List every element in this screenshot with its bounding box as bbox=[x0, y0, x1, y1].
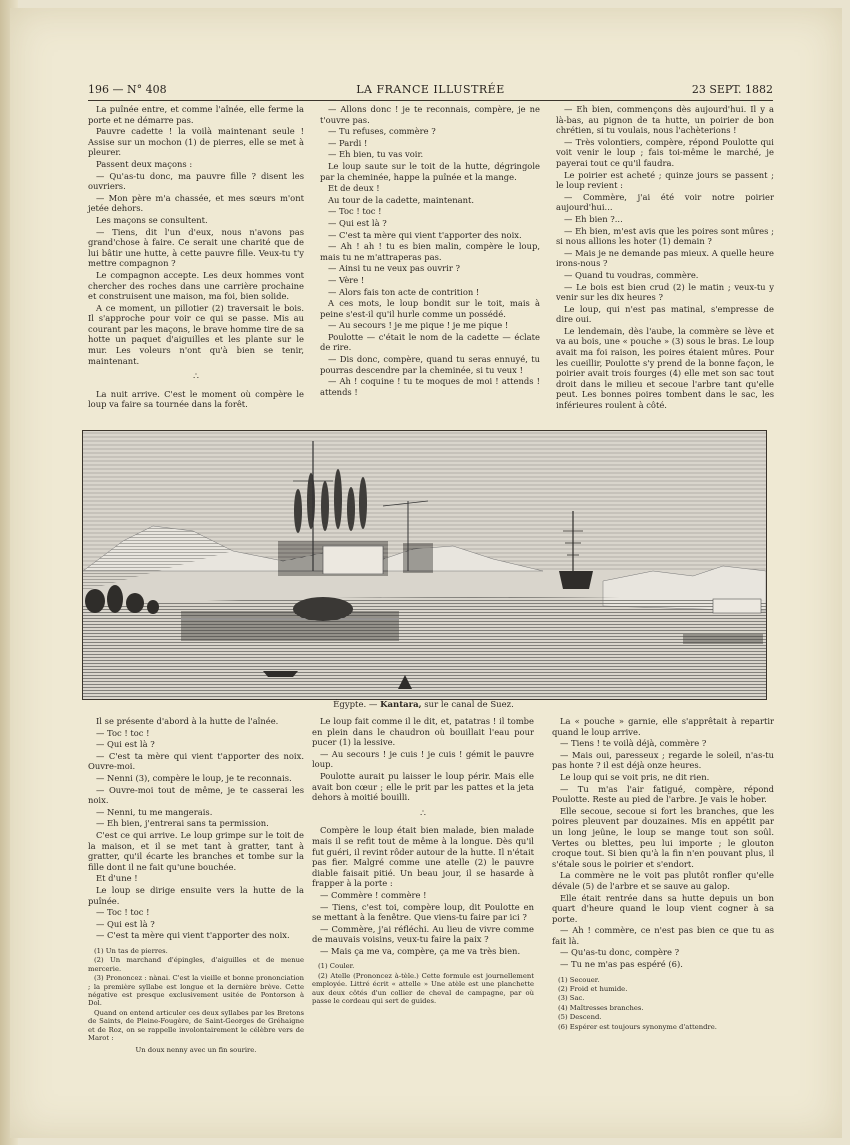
top-col1-item: — Tiens, dit l'un d'eux, nous n'avons pas grand'chose à faire. Ce serait une charité que de lui bâtir une hutte, à cette pauvre fille. Veux-tu t'y mettre compagnon ? bbox=[88, 226, 304, 269]
bottom-column-3-footnotes bbox=[552, 976, 774, 1031]
bottom-col1-notes-item: (3) Prononcez : nànai. C'est la vieille et bonne prononciation ; la première syllabe est longue et la dernière brève. Cette négative est presque exclusivement usitée de Pontorson à Dol. bbox=[88, 974, 304, 1008]
bottom-column-2-paragraphs-b bbox=[312, 825, 534, 956]
top-col1-item: A ce moment, un pillotier (2) traversait le bois. Il s'approche pour voir ce qui se passe. Mis au courant par les maçons, le brave homme tire de sa hotte un paquet d'aiguilles et les plante sur le mur. Les voleurs n'ont qu'à bien se tenir, maintenant. bbox=[88, 302, 304, 366]
top-col2-item: A ces mots, le loup bondit sur le toit, mais à peine s'est-il qu'il hurle comme un possédé. bbox=[320, 298, 540, 319]
right-jetty bbox=[683, 634, 763, 644]
top-col2-item: — Qui est là ? bbox=[328, 217, 387, 228]
bottom-col3-item: Elle secoue, secoue si fort les branches, que les poires pleuvent par douzaines. Mis en appétit par un long jeûne, le loup se mange tout son soûl. Vertes ou blettes, peu lui importe ; le glouton croque tout. Si bien qu'à la fin n'en pouvant plus, il s'étale sous le poirier et s'endort. bbox=[552, 805, 774, 869]
marot-verse: Un doux nenny avec un fin sourire. bbox=[135, 1046, 257, 1055]
top-col3-item: Le poirier est acheté ; quinze jours se passent ; le loup revient : bbox=[556, 169, 774, 191]
top-col2-item: — Dis donc, compère, quand tu seras ennuyé, tu pourras descendre par la cheminée, si tu veux ! bbox=[320, 354, 540, 375]
bottom-col1-item: Et d'une ! bbox=[96, 873, 138, 884]
top-col2-item: Au tour de la cadette, maintenant. bbox=[328, 194, 475, 205]
bottom-col2-notes-item: (1) Couler. bbox=[318, 962, 355, 971]
bottom-col3-item: La commère ne le voit pas plutôt ronfler qu'elle dévale (5) de l'arbre et se sauve au galop. bbox=[552, 870, 774, 891]
top-col3-item: — Eh bien, m'est avis que les poires sont mûres ; si nous allions les hoter (1) demain ? bbox=[556, 225, 774, 247]
bottom-col3-notes-item: (2) Froid et humide. bbox=[558, 985, 628, 994]
bottom-col1-notes-item: Quand on entend articuler ces deux syllabes par les Bretons de Saints, de Pleine-Fougère, de Saint-Georges de Gréhaigne et de Roz, on se rappelle involontairement le célèbre vers de Marot : bbox=[88, 1008, 304, 1042]
caption-prefix: Égypte. — bbox=[333, 700, 378, 710]
bottom-col1-item: C'est ce qui arrive. Le loup grimpe sur le toit de la maison, et il se met tant à gratter, tant à gratter, qu'il écarte les branches et tombe sur la fille dont il ne fait qu'une bouchée. bbox=[88, 829, 304, 872]
bottom-col1-item: — Nenni (3), compère le loup, je te reconnais. bbox=[96, 772, 292, 783]
top-col1-item: Pauvre cadette ! la voilà maintenant seule ! Assise sur un mochon (1) de pierres, elle se met à pleurer. bbox=[88, 126, 304, 158]
bottom-col1-item: — Ouvre-moi tout de même, je te casserai les noix. bbox=[88, 784, 304, 806]
top-column-1 bbox=[88, 104, 304, 411]
bottom-col3-notes-item: (6) Espérer est toujours synonyme d'attendre. bbox=[558, 1022, 717, 1031]
top-col3-item: Le lendemain, dès l'aube, la commère se lève et va au bois, une « pouche » (3) sous le bras. Le loup avait ma foi raison, les poires étaient mûres. Pour les cueillir, Poulotte s'y prend de la bonne façon, le poirier avait trois fourges (4) elle met son sac tout droit dans le milieu et secoue l'arbre tant qu'elle peut. Les bonnes poires tombent dans le sac, les inférieures roulent à côté. bbox=[556, 325, 774, 411]
bottom-column-3-paragraphs bbox=[552, 716, 774, 970]
top-col1-item: — Mon père m'a chassée, et mes sœurs m'ont jetée dehors. bbox=[88, 192, 304, 214]
rowboat bbox=[263, 671, 298, 677]
bottom-col3-item: — Qu'as-tu donc, compère ? bbox=[560, 947, 680, 958]
top-col3-item: — Quand tu voudras, commère. bbox=[564, 269, 699, 280]
bottom-col3-notes-item: (5) Descend. bbox=[558, 1013, 602, 1022]
footnotes-list bbox=[88, 947, 304, 1042]
caption-place: Kantara, bbox=[380, 700, 422, 710]
section-separator: ∴ bbox=[420, 808, 426, 819]
top-col2-item: — Eh bien, tu vas voir. bbox=[328, 149, 424, 160]
bottom-column-3 bbox=[552, 716, 774, 1032]
bottom-col1-item: Le loup se dirige ensuite vers la hutte de la puînée. bbox=[88, 884, 304, 906]
top-column-1-end: La nuit arrive. C'est le moment où compère le loup va faire sa tournée dans la forêt. bbox=[88, 388, 304, 410]
bottom-col2-b-item: Compère le loup était bien malade, bien malade mais il se refit tout de même à la longue. Dès qu'il fut guéri, il revint rôder autour de la hutte. Il n'était pas fier. Malgré comme une atelle (2) le pauvre diable faisait pitié. Un beau jour, il se hasarde à frapper à la porte : bbox=[312, 825, 534, 889]
bottom-col2-b-item: — Mais ça me va, compère, ça me va très bien. bbox=[320, 945, 521, 956]
bottom-col1-notes-item: (2) Un marchand d'épingles, d'aiguilles et de menue mercerie. bbox=[88, 956, 304, 973]
bottom-col2-b-item: — Commère, j'ai réfléchi. Au lieu de vivre comme de mauvais voisins, veux-tu faire la paix ? bbox=[312, 923, 534, 945]
section-separator: ∴ bbox=[193, 372, 199, 383]
top-column-2 bbox=[320, 104, 540, 398]
top-col2-item: — Ah ! coquine ! tu te moques de moi ! attends ! attends ! bbox=[320, 376, 540, 397]
top-col2-item: — Tu refuses, commère ? bbox=[328, 126, 436, 137]
top-col3-item: — Eh bien, commençons dès aujourd'hui. Il y a là-bas, au pignon de ta hutte, un poirier de bon chrétien, si tu voulais, nous l'achèterions ! bbox=[556, 104, 774, 136]
top-col3-item: — Très volontiers, compère, répond Poulotte qui voit venir le loup ; fais toi-même le marché, je payerai tout ce qu'il faudra. bbox=[556, 136, 774, 168]
top-col2-item: Le loup saute sur le toit de la hutte, dégringole par la cheminée, happe la puînée et la mange. bbox=[320, 160, 540, 182]
bottom-col2-b-item: — Tiens, c'est toi, compère loup, dit Poulotte en se mettant à la fenêtre. Que viens-tu faire par ici ? bbox=[312, 901, 534, 923]
top-col2-item: — Allons donc ! je te reconnais, compère, je ne t'ouvre pas. bbox=[320, 104, 540, 125]
top-col2-item: — C'est ta mère qui vient t'apporter des noix. bbox=[328, 229, 522, 240]
bottom-col3-item: — Ah ! commère, ce n'est pas bien ce que tu as fait là. bbox=[552, 925, 774, 946]
bottom-column-1-paragraphs bbox=[88, 716, 304, 941]
bottom-col2-item: — Au secours ! je cuis ! je cuis ! gémit le pauvre loup. bbox=[312, 748, 534, 770]
top-col1-item: Le compagnon accepte. Les deux hommes vont chercher des roches dans une carrière prochaine et construisent une maison, ma foi, bien solide. bbox=[88, 269, 304, 302]
page-number: 196 — N° 408 bbox=[88, 83, 167, 96]
bottom-column-1 bbox=[88, 716, 304, 1056]
top-col1-item: Les maçons se consultent. bbox=[96, 214, 208, 225]
issue-date: 23 SEPT. 1882 bbox=[691, 83, 773, 96]
bottom-col1-item: — Toc ! toc ! bbox=[96, 727, 150, 738]
bottom-col3-item: La « pouche » garnie, elle s'apprêtait à repartir quand le loup arrive. bbox=[552, 716, 774, 737]
top-column-3-paragraphs bbox=[556, 104, 774, 411]
bottom-col1-item: — Qui est là ? bbox=[96, 739, 155, 750]
bottom-column-2-paragraphs bbox=[312, 716, 534, 803]
top-col2-item: — Vère ! bbox=[328, 274, 365, 285]
bottom-col1-item: — Toc ! toc ! bbox=[96, 907, 150, 918]
top-col1-item: — Qu'as-tu donc, ma pauvre fille ? disent les ouvriers. bbox=[88, 170, 304, 192]
top-column-2-paragraphs bbox=[320, 104, 540, 397]
bottom-col2-item: Poulotte aurait pu laisser le loup périr. Mais elle avait bon cœur ; elle le prit par les pattes et la jeta dehors à moitié bouilli. bbox=[312, 770, 534, 803]
bottom-col3-item: — Tu ne m'as pas espéré (6). bbox=[560, 959, 683, 970]
bottom-col3-notes-item: (4) Maîtresses branches. bbox=[558, 1003, 644, 1012]
page-header bbox=[88, 80, 773, 101]
bottom-col3-item: — Tiens ! te voilà déjà, commère ? bbox=[560, 738, 707, 749]
bottom-column-2-footnotes bbox=[312, 962, 534, 1005]
bottom-col2-b-item: — Commère ! commère ! bbox=[320, 889, 427, 900]
top-col2-item: Poulotte — c'était le nom de la cadette — éclate de rire. bbox=[320, 331, 540, 353]
top-col3-item: — Eh bien ?... bbox=[564, 213, 623, 224]
top-col2-item: — Ah ! ah ! tu es bien malin, compère le loup, mais tu ne m'attraperas pas. bbox=[320, 241, 540, 262]
caption-rest: sur le canal de Suez. bbox=[424, 700, 514, 710]
illustration-caption bbox=[82, 700, 765, 710]
journal-title: LA FRANCE ILLUSTRÉE bbox=[356, 83, 505, 96]
top-column-1-paragraphs bbox=[88, 104, 304, 366]
bottom-col3-notes-item: (3) Sac. bbox=[558, 994, 585, 1003]
bottom-col1-item: — C'est ta mère qui vient t'apporter des noix. bbox=[96, 930, 290, 941]
bottom-col1-notes-item: (1) Un tas de pierres. bbox=[94, 946, 168, 955]
bottom-column-2 bbox=[312, 716, 534, 1007]
top-col1-item: La puînée entre, et comme l'aînée, elle ferme la porte et ne démarre pas. bbox=[88, 104, 304, 125]
top-col3-item: Le loup, qui n'est pas matinal, s'empresse de dire oui. bbox=[556, 303, 774, 325]
bottom-col1-item: — Nenni, tu me mangerais. bbox=[96, 806, 213, 817]
top-col2-item: — Pardi ! bbox=[328, 137, 368, 148]
top-col3-item: — Commère, j'ai été voir notre poirier aujourd'hui... bbox=[556, 191, 774, 213]
bottom-col2-item: Le loup fait comme il le dit, et, patatras ! il tombe en plein dans le chaudron où bouillait l'eau pour pucer (1) la lessive. bbox=[312, 716, 534, 748]
top-col2-item: — Ainsi tu ne veux pas ouvrir ? bbox=[328, 263, 461, 274]
bottom-col3-item: Elle était rentrée dans sa hutte depuis un bon quart d'heure quand le loup vient cogner à sa porte. bbox=[552, 892, 774, 924]
bottom-col3-item: — Mais oui, paresseux ; regarde le soleil, n'as-tu pas honte ? il est déjà onze heures. bbox=[552, 749, 774, 771]
top-column-3 bbox=[556, 104, 774, 412]
bottom-column-1-footnotes bbox=[88, 947, 304, 1055]
top-col1-item: Passent deux maçons : bbox=[96, 158, 193, 169]
bottom-col2-notes-item: (2) Atelle (Prononcez à-tèle.) Cette formule est journellement employée. Littré écrit « attelle » Une atèle est une planchette aux deux côtés d'un collier de cheval de campagne, par où passe le cordeau qui sert de guides. bbox=[312, 971, 534, 1006]
engraving-illustration bbox=[82, 430, 767, 700]
bottom-col1-item: — Eh bien, j'entrerai sans ta permission. bbox=[96, 818, 269, 829]
bottom-col3-item: Le loup qui se voit pris, ne dit rien. bbox=[560, 771, 710, 782]
bottom-col1-item: Il se présente d'abord à la hutte de l'aînée. bbox=[96, 716, 279, 726]
right-house bbox=[713, 599, 761, 613]
suez-canal-engraving bbox=[83, 431, 766, 699]
bottom-col3-item: — Tu m'as l'air fatigué, compère, répond Poulotte. Reste au pied de l'arbre. Je vais le hober. bbox=[552, 783, 774, 805]
top-col2-item: — Alors fais ton acte de contrition ! bbox=[328, 286, 480, 297]
top-col2-item: Et de deux ! bbox=[328, 183, 380, 194]
top-col3-item: — Mais je ne demande pas mieux. A quelle heure irons-nous ? bbox=[556, 247, 774, 269]
top-col2-item: — Au secours ! je me pique ! je me pique ! bbox=[328, 320, 509, 331]
bottom-col1-item: — C'est ta mère qui vient t'apporter des noix. Ouvre-moi. bbox=[88, 750, 304, 772]
top-col3-item: — Le bois est bien crud (2) le matin ; veux-tu y venir sur les dix heures ? bbox=[556, 281, 774, 303]
bottom-col3-notes-item: (1) Secouer. bbox=[558, 975, 600, 984]
top-col2-item: — Toc ! toc ! bbox=[328, 206, 382, 217]
bottom-col1-item: — Qui est là ? bbox=[96, 918, 155, 929]
